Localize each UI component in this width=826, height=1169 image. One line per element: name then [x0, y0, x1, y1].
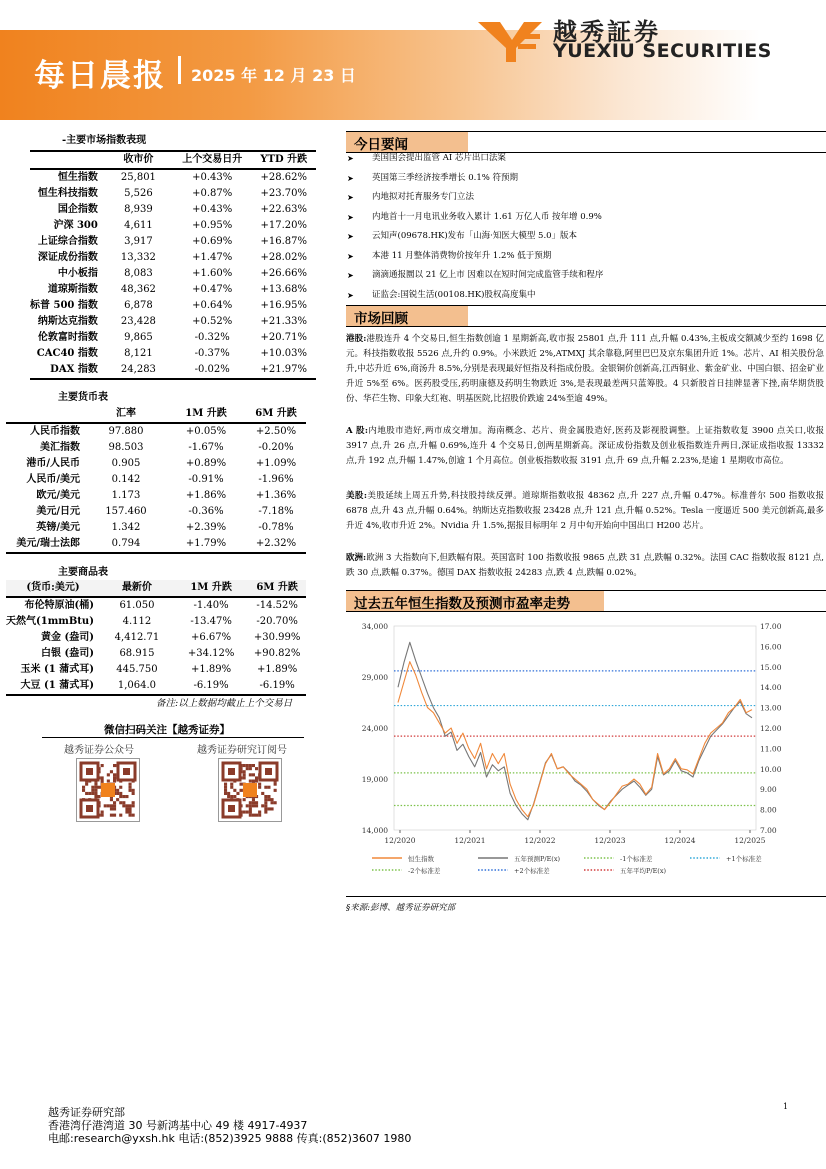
cell-value: +1.47% [192, 252, 233, 263]
row-label: 标普 500 指数 [30, 300, 98, 311]
row-label: 天然气(1mmBtu) [6, 616, 94, 627]
review-label: 欧洲: [346, 553, 367, 563]
cell-value: 0.142 [111, 474, 141, 485]
x-tick-label: 12/2025 [734, 836, 766, 845]
review-us [346, 489, 824, 534]
y-left-tick-label: 34,000 [361, 622, 388, 631]
row-label: 美汇指数 [40, 442, 80, 453]
y-right-tick-label: 17.00 [760, 622, 782, 631]
chart-source: §来源:彭博、越秀证券研究部 [346, 903, 456, 913]
y-right-tick-label: 10.00 [760, 764, 782, 774]
cell-value: 0.905 [111, 458, 141, 469]
cell-value: -1.96% [258, 474, 294, 485]
row-label: 中小板指 [57, 268, 98, 279]
cell-value: 445.750 [116, 664, 158, 675]
table-row [6, 536, 306, 553]
cell-value: 5,526 [124, 188, 153, 199]
legend-label: 恒生指数 [408, 855, 434, 863]
y-right-tick-label: 9.00 [760, 785, 777, 795]
cell-value: 6,878 [124, 300, 153, 311]
cell-value: 24,283 [104, 362, 173, 379]
cell-value: +2.32% [246, 536, 306, 553]
list-item[interactable]: ➤ 内地首十一月电讯业务收入累计 1.61 万亿人币 按年增 0.9% [346, 211, 826, 231]
table-row [30, 169, 316, 186]
table-row [30, 282, 316, 298]
cell-value: +16.87% [260, 236, 307, 247]
cell-value: +0.87% [192, 188, 233, 199]
row-label: DAX 指数 [30, 362, 104, 379]
cell-value: +0.47% [192, 284, 233, 295]
row-label: 玉米 (1 蒲式耳) [20, 664, 94, 675]
row-label: 欧元/美元 [36, 490, 80, 501]
footer-address: 香港湾仔港湾道 30 号新鸿基中心 49 楼 4917-4937 [48, 1119, 308, 1132]
y-right-tick-label: 8.00 [760, 805, 777, 815]
column-header [6, 406, 86, 423]
review-europe [346, 551, 824, 581]
table-row [30, 234, 316, 250]
today-news-title: 今日要闻 [354, 137, 408, 153]
legend-label: -1个标准差 [620, 855, 653, 863]
table-row [30, 266, 316, 282]
row-label: 道琼斯指数 [47, 284, 98, 295]
cell-value: +90.82% [253, 648, 301, 659]
legend-label: +1个标准差 [726, 855, 762, 863]
cell-value: -0.36% [188, 506, 224, 517]
source-divider [346, 896, 826, 897]
column-header: 汇率 [86, 406, 166, 423]
table-row [6, 646, 306, 662]
commodity-table-title: 主要商品表 [58, 567, 108, 578]
table-row [6, 614, 306, 630]
table-row [30, 186, 316, 202]
cell-value: 9,865 [124, 332, 153, 343]
cell-value: 8,121 [124, 348, 153, 359]
y-right-tick-label: 12.00 [760, 724, 782, 733]
legend-label: +2个标准差 [514, 867, 550, 875]
cell-value: -20.70% [256, 616, 298, 627]
review-hk [346, 332, 824, 407]
cell-value: +20.71% [260, 332, 307, 343]
cell-value: 157.460 [105, 506, 147, 517]
column-header [30, 151, 104, 169]
index-table-title: -主要市场指数表现 [62, 135, 147, 146]
cell-value: 98.503 [108, 442, 144, 453]
qr-right-label: 越秀证券研究订阅号 [197, 745, 287, 756]
chart-title: 过去五年恒生指数及预测市盈率走势 [354, 596, 570, 612]
y-left-tick-label: 19,000 [361, 775, 388, 784]
row-label: 人民币/美元 [26, 474, 80, 485]
fx-table [6, 406, 306, 554]
cell-value: +21.33% [260, 316, 307, 327]
cell-value: -1.67% [188, 442, 224, 453]
table-row [6, 597, 306, 614]
cell-value: 13,332 [120, 252, 156, 263]
y-left-tick-label: 29,000 [361, 673, 388, 682]
brand-en: YUEXIU SECURITIES [553, 40, 772, 62]
list-item[interactable]: ➤ 滴滴通报圜以 21 亿上市 因难以在短时间完成监管手续和程序 [346, 269, 826, 289]
list-item[interactable]: ➤ 本港 11 月整体消费物价按年升 1.2% 低于预期 [346, 250, 826, 270]
cell-value: 4.112 [122, 616, 152, 627]
column-header: YTD 升跌 [251, 151, 316, 169]
row-label: 美元/日元 [36, 506, 80, 517]
cell-value: 97.880 [108, 426, 144, 437]
y-right-tick-label: 16.00 [760, 642, 782, 652]
cell-value: +0.43% [192, 172, 233, 183]
cell-value: 61.050 [119, 600, 155, 611]
cell-value: 1,064.0 [100, 678, 174, 695]
table-row [6, 488, 306, 504]
cell-value: +10.03% [260, 348, 307, 359]
page-number: 1 [783, 1102, 789, 1111]
table-header-row [30, 151, 316, 169]
cell-value: +1.60% [192, 268, 233, 279]
cell-value: -14.52% [256, 600, 298, 611]
header-separator [178, 56, 181, 84]
cell-value: 4,611 [124, 220, 153, 231]
legend-label: -2个标准差 [408, 867, 441, 875]
report-date: 2025 年 12 月 23 日 [191, 66, 356, 85]
qr-left-label: 越秀证券公众号 [64, 745, 134, 756]
cell-value: -0.78% [258, 522, 294, 533]
row-label: 伦敦富时指数 [37, 332, 98, 343]
table-row [30, 314, 316, 330]
qr-code-icon[interactable] [218, 758, 282, 822]
review-text: 港股连升 4 个交易日,恒生指数创逾 1 星期新高,收市报 25801 点,升 111 点,升幅 0.43%,主板成交额减少至约 1698 亿元。科技指数收报 5526 点,升约 0.9%。小米跌近 2%,ATMXJ 其余靠稳,阿里巴巴及京东集团升近 1%。芯片、AI 相关股份急升,中芯升近 6%,商汤升 8.5%,分别是表现最好恒指及科指成份股。金银铜价创新高,江西铜业、紫金矿业、中国白银、招金矿业升近 5%至 6%。医药股受压,药明康德及药明生物跌近 3%,是表现最差两只蓝筹股。4 只新股首日挂牌显著下挫,南华期货股份、华芢生物、印象大红袍、明基医院,比招股价跌逾 24%至逾 49%。 [346, 334, 824, 404]
qr-code-icon[interactable] [76, 758, 140, 822]
hsi-pe-chart [346, 620, 824, 892]
cell-value: +21.97% [251, 362, 316, 379]
cell-value: +0.43% [192, 204, 233, 215]
list-item[interactable]: ➤ 英国第三季经济按季增长 0.1% 符预期 [346, 172, 826, 192]
row-label: 人民币指数 [30, 426, 80, 437]
yuexiu-logo-icon [478, 18, 542, 64]
table-row [6, 662, 306, 678]
index-table [30, 150, 316, 380]
row-label: 黄金 (盎司) [40, 632, 94, 643]
row-label: 深证成份指数 [37, 252, 98, 263]
y-right-tick-label: 14.00 [760, 683, 782, 693]
table-row [30, 250, 316, 266]
y-right-tick-label: 15.00 [760, 662, 782, 672]
cell-value: +13.68% [260, 284, 307, 295]
today-news-header [346, 131, 826, 153]
table-note: 备注:以上数据均截止上个交易日 [156, 698, 293, 709]
footer-dept: 越秀证券研究部 [48, 1106, 125, 1119]
table-row [30, 298, 316, 314]
cell-value: +22.63% [260, 204, 307, 215]
column-header: 6M 升跌 [246, 406, 306, 423]
row-label: 国企指数 [57, 204, 98, 215]
x-tick-label: 12/2022 [524, 836, 556, 845]
x-tick-label: 12/2023 [594, 836, 626, 845]
cell-value: +1.89% [191, 664, 232, 675]
x-tick-label: 12/2021 [454, 836, 486, 845]
brand-cn: 越秀証券 [553, 18, 661, 46]
series-line [398, 642, 752, 820]
cell-value: +30.99% [253, 632, 301, 643]
cell-value: 8,083 [124, 268, 153, 279]
y-right-tick-label: 11.00 [760, 744, 782, 754]
review-label: 美股: [346, 491, 367, 501]
cell-value: +26.66% [260, 268, 307, 279]
list-item[interactable]: ➤ 内地拟对托育服务专门立法 [346, 191, 826, 211]
row-label: 恒生指数 [57, 172, 98, 183]
qr-divider [42, 737, 304, 738]
cell-value: 3,917 [124, 236, 153, 247]
review-text: 欧洲 3 大指数向下,但跌幅有限。英国富时 100 指数收报 9865 点,跌 31 点,跌幅 0.32%。法国 CAC 指数收报 8121 点,跌 30 点,跌幅 0.37%。德国 DAX 指数收报 24283 点,跌 4 点,跌幅 0.02%。 [346, 553, 825, 578]
cell-value: 0.794 [86, 536, 166, 553]
cell-value: 1.173 [111, 490, 141, 501]
cell-value: -13.47% [190, 616, 232, 627]
column-header: 1M 升跌 [174, 580, 248, 597]
legend-label: 五年预测P/E(x) [514, 855, 561, 863]
cell-value: +17.20% [260, 220, 307, 231]
cell-value: 25,801 [120, 172, 156, 183]
row-label: 沪深 300 [53, 220, 98, 231]
row-label: 恒生科技指数 [37, 188, 98, 199]
table-row [30, 202, 316, 218]
cell-value: +1.89% [257, 664, 298, 675]
table-row [6, 678, 306, 695]
cell-value: +16.95% [260, 300, 307, 311]
cell-value: -1.40% [193, 600, 229, 611]
x-tick-label: 12/2020 [384, 836, 416, 845]
row-label: 纳斯达克指数 [37, 316, 98, 327]
table-row [6, 456, 306, 472]
qr-title: 微信扫码关注【越秀证券】 [104, 724, 230, 736]
list-item[interactable]: ➤ 证监会:国锐生活(00108.HK)股权高度集中 [346, 289, 826, 309]
cell-value: +2.50% [255, 426, 297, 437]
report-title: 每日晨报 [34, 58, 166, 94]
cell-value: +1.36% [255, 490, 297, 501]
cell-value: +6.67% [191, 632, 232, 643]
cell-value: +0.05% [185, 426, 227, 437]
table-row [30, 346, 316, 362]
table-row [6, 423, 306, 440]
market-review-header [346, 305, 826, 327]
table-row [6, 630, 306, 646]
cell-value: +0.52% [192, 316, 233, 327]
cell-value: -0.02% [173, 362, 251, 379]
cell-value: +0.64% [192, 300, 233, 311]
list-item[interactable]: ➤ 美国国会提出监管 AI 芯片出口法案 [346, 152, 826, 172]
table-header-row [6, 580, 306, 597]
row-label: 白银 (盎司) [40, 648, 94, 659]
y-right-tick-label: 7.00 [760, 826, 777, 835]
row-label: CAC40 指数 [36, 348, 98, 359]
commodity-table [6, 580, 306, 696]
chart-header [346, 590, 826, 612]
y-left-tick-label: 24,000 [361, 724, 388, 733]
cell-value: +1.09% [255, 458, 297, 469]
cell-value: +28.02% [260, 252, 307, 263]
row-label: 港币/人民币 [26, 458, 80, 469]
market-review-title: 市场回顾 [354, 311, 408, 327]
row-label: 上证综合指数 [37, 236, 98, 247]
y-right-tick-label: 13.00 [760, 703, 782, 713]
footer-contact: 电邮:research@yxsh.hk 电话:(852)3925 9888 传真:(852)3607 1980 [48, 1132, 412, 1145]
cell-value: +1.79% [166, 536, 246, 553]
review-a-share [346, 424, 824, 469]
news-list [346, 152, 826, 308]
table-row [6, 520, 306, 536]
table-row [30, 330, 316, 346]
row-label: 英镑/美元 [36, 522, 80, 533]
cell-value: 68.915 [119, 648, 155, 659]
list-item[interactable]: ➤ 云知声(09678.HK)发布「山海·知医大模型 5.0」版本 [346, 230, 826, 250]
plot-area [394, 626, 756, 830]
column-header: 上个交易日升 [173, 151, 251, 169]
cell-value: -0.91% [188, 474, 224, 485]
table-header-row [6, 406, 306, 423]
cell-value: +2.39% [185, 522, 227, 533]
cell-value: +28.62% [260, 172, 307, 183]
cell-value: -0.20% [258, 442, 294, 453]
cell-value: -6.19% [248, 678, 306, 695]
review-text: 美股延续上周五升势,科技股持续反弹。道琼斯指数收报 48362 点,升 227 点,升幅 0.47%。标准普尔 500 指数收报 6878 点,升 43 点,升幅 0.64%。纳斯达克指数收报 23428 点,升 121 点,升幅 0.52%。Tesla 一度逼近 500 美元创新高,最多升近 4%,收市升近 2%。Nvidia 升 1.5%,据报目标明年 2 月中旬开始向中国出口 H200 芯片。 [346, 491, 825, 531]
cell-value: 48,362 [120, 284, 156, 295]
column-header: 最新价 [100, 580, 174, 597]
column-header: 收市价 [104, 151, 173, 169]
table-row [6, 472, 306, 488]
table-row [30, 218, 316, 234]
cell-value: -0.32% [194, 332, 230, 343]
review-text: 内地股市造好,两市成交增加。海南概念、芯片、贵金属股造好,医药及影视股调整。上证指数收复 3900 点关口,收报 3917 点,升 26 点,升幅 0.69%,连升 4 个交易日,创两星期新高。深证成份指数及创业板指数连升两日,深证成指收报 13332 点,升 192 点,升幅 1.47%,创逾 1 个月高位。创业板指数收报 3191 点,升 69 点,升幅 2.23%,是逾 1 星期收市高位。 [346, 426, 824, 466]
row-label: 大豆 (1 蒲式耳) [6, 678, 100, 695]
cell-value: 1.342 [111, 522, 141, 533]
column-header: (货币:美元) [6, 580, 100, 597]
cell-value: -0.37% [194, 348, 230, 359]
x-tick-label: 12/2024 [664, 836, 696, 845]
cell-value: +0.69% [192, 236, 233, 247]
cell-value: +0.95% [192, 220, 233, 231]
cell-value: +34.12% [187, 648, 235, 659]
row-label: 美元/瑞士法郎 [6, 536, 86, 553]
cell-value: +23.70% [260, 188, 307, 199]
cell-value: -7.18% [258, 506, 294, 517]
cell-value: 23,428 [120, 316, 156, 327]
series-line [398, 662, 752, 817]
table-row [30, 362, 316, 379]
cell-value: 8,939 [124, 204, 153, 215]
column-header: 1M 升跌 [166, 406, 246, 423]
y-left-tick-label: 14,000 [361, 826, 388, 835]
legend-label: 五年平均P/E(x) [620, 867, 667, 875]
row-label: 布伦特原油(桶) [24, 600, 94, 611]
table-row [6, 440, 306, 456]
cell-value: 4,412.71 [114, 632, 160, 643]
column-header: 6M 升跌 [248, 580, 306, 597]
review-label: 港股: [346, 334, 367, 344]
cell-value: -6.19% [174, 678, 248, 695]
cell-value: +0.89% [185, 458, 227, 469]
fx-table-title: 主要货币表 [58, 392, 108, 403]
review-label: A 股: [346, 426, 369, 436]
table-row [6, 504, 306, 520]
cell-value: +1.86% [185, 490, 227, 501]
